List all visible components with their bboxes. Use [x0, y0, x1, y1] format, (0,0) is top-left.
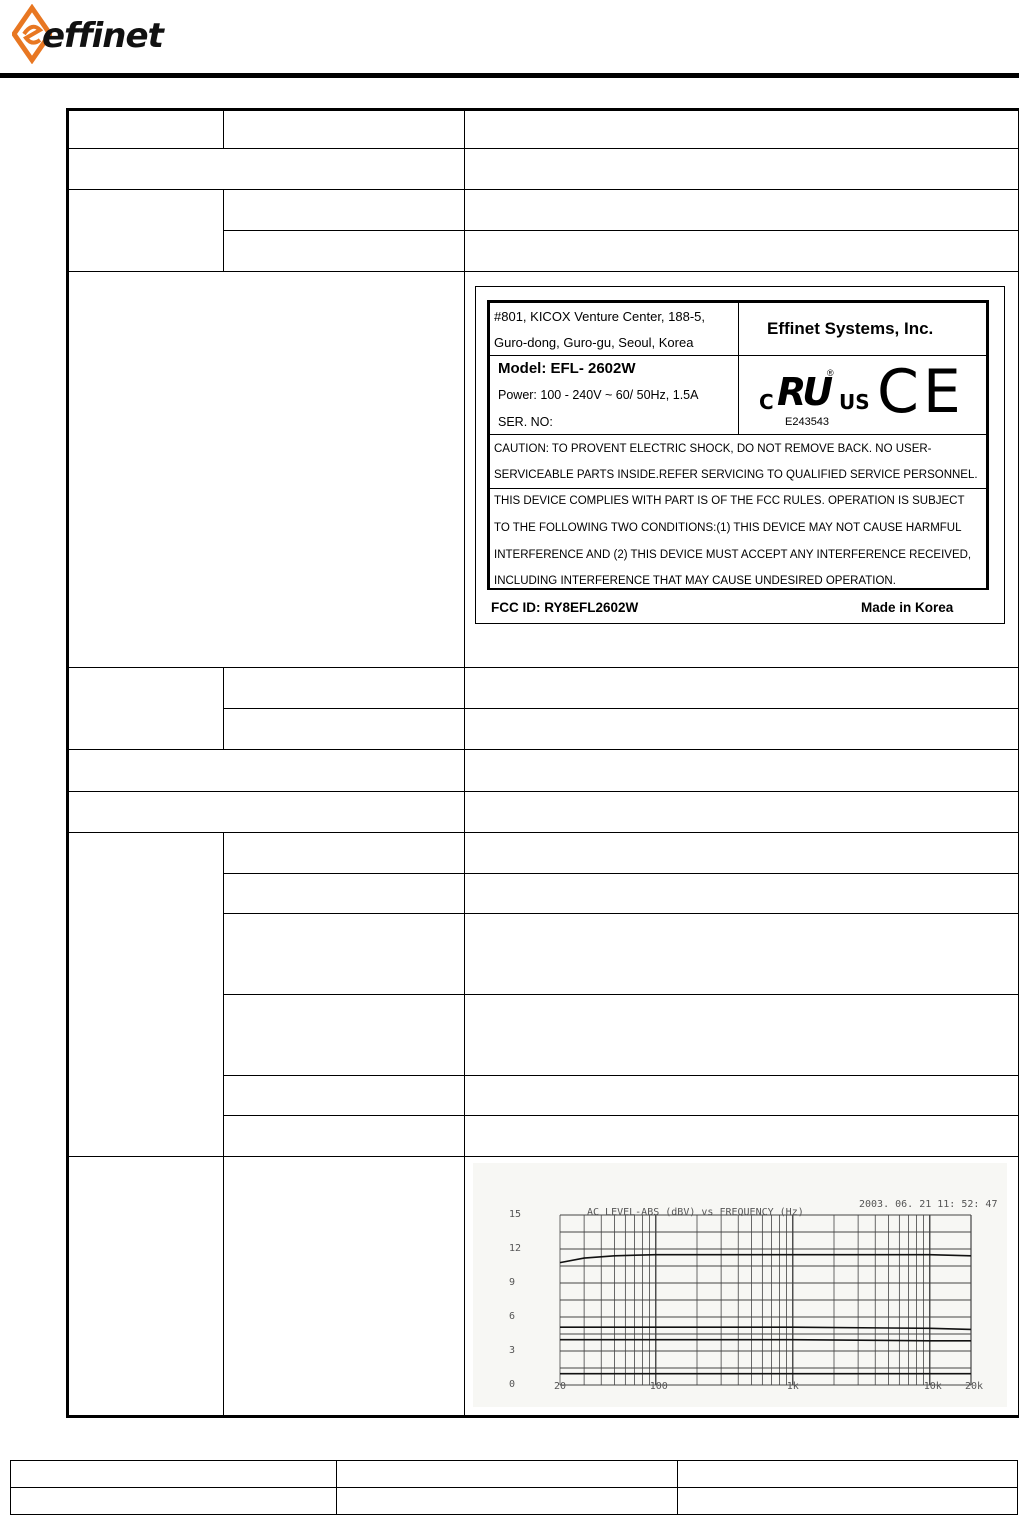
table-cell: [11, 1488, 337, 1515]
table-cell: [465, 792, 1019, 833]
address-line: Guro-dong, Guro-gu, Seoul, Korea: [494, 335, 694, 350]
x-tick-label: 10k: [923, 1381, 942, 1392]
chart-title: AC LEVEL-ABS (dBV) vs FREQUENCY (Hz): [587, 1207, 804, 1218]
ul-mark-icon: [759, 364, 869, 430]
y-tick-label: 0: [509, 1379, 516, 1390]
fcc-text: INCLUDING INTERFERENCE THAT MAY CAUSE UNDESIRED OPERATION.: [494, 575, 896, 587]
y-tick-label: 12: [509, 1243, 522, 1254]
table-cell: [68, 792, 465, 833]
table-cell: [68, 110, 224, 149]
table-row: [68, 110, 1019, 149]
footer-table: [10, 1460, 1018, 1515]
y-tick-label: 9: [509, 1277, 516, 1288]
table-cell: [465, 874, 1019, 914]
table-cell: [465, 1116, 1019, 1157]
series-line: [560, 1327, 971, 1329]
label-inner-frame: [487, 300, 989, 590]
x-tick-label: 100: [649, 1381, 668, 1392]
model-text: Model: EFL- 2602W: [498, 360, 636, 377]
table-cell: [465, 149, 1019, 190]
table-cell: [224, 190, 465, 231]
ul-c-text: C: [759, 390, 774, 414]
table-cell: [678, 1488, 1018, 1515]
ul-file-number: E243543: [785, 416, 830, 428]
page-header: [0, 0, 1019, 80]
table-cell: [68, 272, 465, 668]
table-row: [68, 272, 1019, 668]
table-cell: [224, 709, 465, 750]
fcc-text: THIS DEVICE COMPLIES WITH PART IS OF THE FCC RULES. OPERATION IS SUBJECT: [494, 495, 965, 507]
table-row: [68, 833, 1019, 874]
caution-text: SERVICEABLE PARTS INSIDE.REFER SERVICING TO QUALIFIED SERVICE PERSONNEL.: [494, 469, 978, 481]
fcc-id: FCC ID: RY8EFL2602W: [491, 600, 639, 615]
table-cell: [224, 833, 465, 874]
logo-text: effinet: [42, 16, 163, 56]
ul-us-text: US: [839, 390, 870, 414]
table-row: [68, 668, 1019, 709]
y-tick-label: 6: [509, 1311, 516, 1322]
frequency-response-chart: [473, 1163, 1007, 1407]
fcc-text: INTERFERENCE AND (2) THIS DEVICE MUST ACCEPT ANY INTERFERENCE RECEIVED,: [494, 549, 972, 561]
table-cell: [68, 668, 224, 750]
label-cell: [465, 272, 1019, 668]
caution-box: [489, 434, 987, 489]
table-cell: [68, 833, 224, 1157]
x-tick-label: 20k: [965, 1381, 984, 1392]
table-cell: [465, 914, 1019, 995]
made-in: Made in Korea: [861, 600, 954, 615]
table-cell: [465, 190, 1019, 231]
table-cell: [224, 668, 465, 709]
series-line: [560, 1255, 971, 1263]
table-cell: [465, 750, 1019, 792]
table-cell: [465, 709, 1019, 750]
address-line: #801, KICOX Venture Center, 188-5,: [494, 309, 706, 324]
table-row: [68, 1157, 1019, 1417]
fcc-box: [489, 488, 987, 590]
company-box: [738, 302, 987, 356]
table-row: [68, 792, 1019, 833]
table-row: [68, 190, 1019, 231]
ce-mark-icon: CE: [877, 357, 965, 427]
table-cell: [11, 1461, 337, 1488]
table-row: [11, 1488, 1018, 1515]
product-label: [475, 286, 1005, 624]
series-line: [560, 1340, 971, 1341]
table-cell: [465, 995, 1019, 1076]
table-cell: [224, 1116, 465, 1157]
serial-number-text: SER. NO:: [498, 415, 553, 429]
table-cell: [224, 1076, 465, 1116]
table-cell: [224, 995, 465, 1076]
caution-text: CAUTION: TO PROVENT ELECTRIC SHOCK, DO NOT REMOVE BACK. NO USER-: [494, 443, 932, 455]
x-tick-label: 1k: [786, 1381, 799, 1392]
table-cell: [465, 1076, 1019, 1116]
table-cell: [68, 149, 465, 190]
spec-table: [66, 108, 1019, 1418]
table-row: [11, 1461, 1018, 1488]
company-name: Effinet Systems, Inc.: [767, 319, 934, 338]
table-cell: [224, 1157, 465, 1417]
chart-timestamp: 2003. 06. 21 11: 52: 47: [859, 1199, 998, 1210]
certification-box: [738, 355, 987, 435]
table-cell: [678, 1461, 1018, 1488]
table-cell: [224, 110, 465, 149]
table-cell: [337, 1488, 678, 1515]
y-tick-label: 15: [509, 1209, 522, 1220]
address-box: [489, 302, 739, 356]
table-cell: [224, 231, 465, 272]
table-cell: [224, 874, 465, 914]
fcc-text: TO THE FOLLOWING TWO CONDITIONS:(1) THIS DEVICE MAY NOT CAUSE HARMFUL: [494, 522, 962, 534]
model-box: [489, 355, 739, 435]
power-text: Power: 100 - 240V ~ 60/ 50Hz, 1.5A: [498, 388, 699, 402]
table-cell: [465, 668, 1019, 709]
table-cell: [465, 231, 1019, 272]
ul-logo-text: RU: [777, 370, 830, 414]
registered-icon: ®: [827, 368, 834, 378]
table-row: [68, 149, 1019, 190]
effinet-logo: [12, 4, 172, 64]
table-cell: [68, 190, 224, 272]
table-cell: [68, 1157, 224, 1417]
table-cell: [465, 833, 1019, 874]
table-cell: [224, 914, 465, 995]
y-tick-label: 3: [509, 1345, 516, 1356]
x-tick-label: 20: [554, 1381, 567, 1392]
table-row: [68, 750, 1019, 792]
table-cell: [465, 110, 1019, 149]
header-divider: [0, 73, 1019, 78]
graph-cell: [465, 1157, 1019, 1417]
table-cell: [68, 750, 465, 792]
table-cell: [337, 1461, 678, 1488]
